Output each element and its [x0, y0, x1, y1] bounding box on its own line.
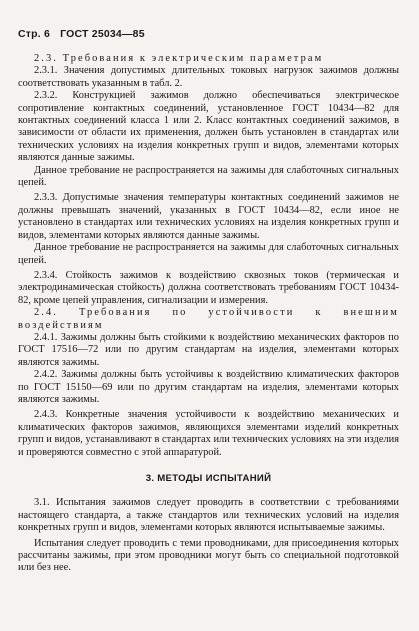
- page-header: [18, 28, 399, 40]
- paragraph-2-4-2: 2.4.2. Зажимы должны быть устойчивы к воздействию климатических факторов по ГОСТ 15150—69 или по другим стандартам на изделия, элементами которых являются зажимы.: [18, 369, 399, 405]
- paragraph-2-3-2-note: Данное требование не распространяется на зажимы для слаботочных сигнальных цепей.: [18, 164, 399, 189]
- document-body: [18, 53, 399, 575]
- paragraph-3-1: 3.1. Испытания зажимов следует проводить в соответствии с требованиями настоящего стандарта, а также стандартов или технических условий на изделия конкретных групп и видов, элементами которых являются испытываемые зажимы.: [18, 497, 399, 534]
- paragraph-2-3-3-note: Данное требование не распространяется на зажимы для слаботочных сигнальных цепей.: [18, 242, 399, 266]
- paragraph-2-4-3: 2.4.3. Конкретные значения устойчивости к воздействию механических и климатических факторов зажимов, являющихся элементами изделий конкретных групп и видов, устанавливают в стандартах или технических условиях на эти изделия и проверяются совместно с этой аппаратурой.: [18, 409, 399, 458]
- paragraph-2-3-4: 2.3.4. Стойкость зажимов к воздействию сквозных токов (термическая и электродинамическая стойкость) должна соответствовать требованиям ГОСТ 10434- 82, кроме цепей управления, сигнализации и измерения.: [18, 269, 399, 306]
- paragraph-2-3-1: 2.3.1. Значения допустимых длительных токовых нагрузок зажимов должны соответствовать указанным в табл. 2.: [18, 65, 399, 89]
- subsection-heading-2-3: 2.3. Требования к электрическим параметрам: [34, 53, 324, 64]
- subsection-heading-2-4: 2.4. Требования по устойчивости к внешним воздействиям: [18, 307, 399, 331]
- standard-number: ГОСТ 25034—85: [60, 28, 145, 40]
- paragraph-2-3-2: 2.3.2. Конструкцией зажимов должно обеспечиваться электрическое сопротивление контактных соединений, установленное ГОСТ 10434—82 для контактных соединений класса 1 или 2. Класс контактных соединений зажимов, в зависимости от области их применения, должен быть установлен в стандартах или технических условиях на изделия конкретных групп и видов, элементами которых являются данные зажимы.: [18, 90, 399, 164]
- paragraph-3-1-note: Испытания следует проводить с теми проводниками, для присоединения которых рассчитаны зажимы, при этом проводники могут быть со специальной подготовкой или без нее.: [18, 537, 399, 574]
- paragraph-2-3-3: 2.3.3. Допустимые значения температуры контактных соединений зажимов не должны превышать значений, указанных в ГОСТ 10434—82, если иное не установлено в стандартах или технических условиях на изделия конкретных групп и видов, элементами которых являются данные зажимы.: [18, 192, 399, 241]
- paragraph-2-4-1: 2.4.1. Зажимы должны быть стойкими к воздействию механических факторов по ГОСТ 17516—72 или по другим стандартам на изделия, элементами которых являются зажимы.: [18, 331, 399, 368]
- section-heading-3: 3. МЕТОДЫ ИСПЫТАНИЙ: [145, 473, 272, 484]
- page-number: Стр. 6: [18, 28, 51, 40]
